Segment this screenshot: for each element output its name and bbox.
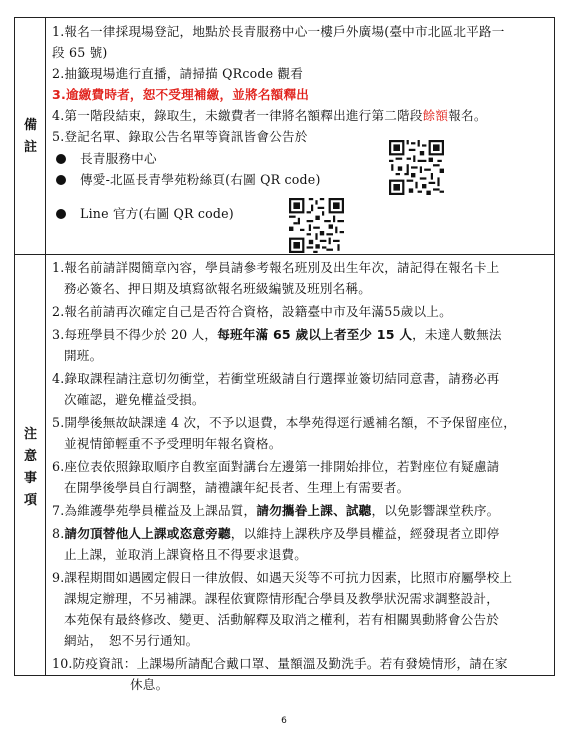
caution-content: [46, 254, 554, 692]
caution-4-line-b: 次確認，避免權益受損。: [64, 392, 205, 407]
caution-5-line-b: 並視情節輕重不予受理明年報名資格。: [64, 436, 282, 451]
caution-10-line-a: 10.防疫資訊：上課場所請配合戴口罩、量額溫及勤洗手。若有發燒情形，請在家: [52, 656, 508, 671]
caution-3-line-b: 開班。: [64, 348, 103, 363]
info-table: [14, 17, 555, 692]
caution-label-cell: [15, 254, 46, 675]
note-4-highlight: 餘額: [422, 108, 449, 123]
qr-code-fan-page-icon[interactable]: [389, 140, 444, 195]
caution-9-line-a: 9.課程期間如遇國定假日一律放假、如遇天災等不可抗力因素，比照市府屬學校上: [52, 570, 513, 585]
caution-6-line-a: 6.座位表依照錄取順序自教室面對講台左邊第一排開始排位，若對座位有疑慮請: [52, 459, 500, 474]
caution-label-4: 項: [23, 493, 37, 508]
bullet-icon: [56, 175, 66, 185]
caution-8-emphasis: 請勿頂替他人上課或恣意旁聽: [64, 526, 231, 541]
caution-1-line-a: 1.報名前請詳閱簡章內容，學員請參考報名班別及出生年次，請記得在報名卡上: [52, 260, 500, 275]
caution-label-2: 意: [23, 449, 37, 464]
caution-1-line-b: 務必簽名、押日期及填寫欲報名班級編號及班別名稱。: [64, 281, 372, 296]
caution-7: 7.為維護學苑學員權益及上課品質，請勿攜眷上課、試聽，以免影響課堂秩序。: [52, 503, 500, 518]
caution-7-emphasis: 請勿攜眷上課、試聽: [256, 503, 372, 518]
notes-content: [46, 18, 554, 254]
bullet-icon: [56, 154, 66, 164]
page-number: 6: [281, 716, 287, 726]
caution-label-3: 事: [23, 471, 37, 486]
bullet-icon: [56, 209, 66, 219]
caution-9-line-d: 網站， 恕不另行通知。: [64, 633, 199, 648]
note-2: 2.抽籤現場進行直播，請掃描 QRcode 觀看: [52, 66, 304, 81]
note-3-warning: 3.逾繳費時者，恕不受理補繳，並將名額釋出: [52, 87, 310, 102]
caution-9-line-b: 課規定辦理，不另補課。課程依實際情形配合學員及教學狀況需求調整設計，: [64, 591, 499, 606]
caution-8-line-b: 止上課，並取消上課資格且不得要求退費。: [64, 547, 308, 562]
note-5: 5.登記名單、錄取公告名單等資訊皆會公告於: [52, 129, 308, 144]
notes-label-cell: [15, 18, 46, 254]
note-4: 4.第一階段結束，錄取生，未繳費者一律將名額釋出進行第二階段餘額報名。: [52, 108, 487, 123]
bullet-item-line: Line 官方(右圖 QR code): [52, 203, 505, 224]
caution-10-line-b: 休息。: [130, 677, 169, 692]
bullet-item-fan-page: 傳愛-北區長青學苑粉絲頁(右圖 QR code): [52, 169, 505, 190]
caution-8: 8.請勿頂替他人上課或恣意旁聽，以維持上課秩序及學員權益，經發現者立即停: [52, 526, 500, 541]
caution-9-line-c: 本苑保有最終修改、變更、活動解釋及取消之權利，若有相關異動將會公告於: [64, 612, 499, 627]
note-1-line-a: 1.報名一律採現場登記，地點於長青服務中心一樓戶外廣場(臺中市北區北平路一: [52, 24, 505, 39]
caution-5-line-a: 5.開學後無故缺課達 4 次，不予以退費，本學苑得逕行遞補名額，不予保留座位，: [52, 415, 517, 430]
caution-3: 3.每班學員不得少於 20 人，每班年滿 65 歲以上者至少 15 人，未達人數無法: [52, 327, 502, 342]
bullet-item-service-center: 長青服務中心: [52, 148, 505, 169]
notes-label-1: 備: [23, 118, 37, 133]
note-1-line-b: 段 65 號): [52, 45, 108, 60]
caution-label-1: 注: [23, 427, 37, 442]
caution-3-emphasis: 每班年滿 65 歲以上者至少 15 人: [217, 327, 413, 342]
notes-label-2: 註: [23, 140, 37, 155]
caution-6-line-b: 在開學後學員自行調整，請禮讓年紀長者、生理上有需要者。: [64, 480, 410, 495]
caution-4-line-a: 4.錄取課程請注意切勿衝堂，若衝堂班級請自行選擇並簽切結同意書，請務必再: [52, 371, 500, 386]
qr-code-line-icon[interactable]: [289, 198, 344, 253]
caution-2: 2.報名前請再次確定自己是否符合資格，設籍臺中市及年滿55歲以上。: [52, 304, 452, 319]
